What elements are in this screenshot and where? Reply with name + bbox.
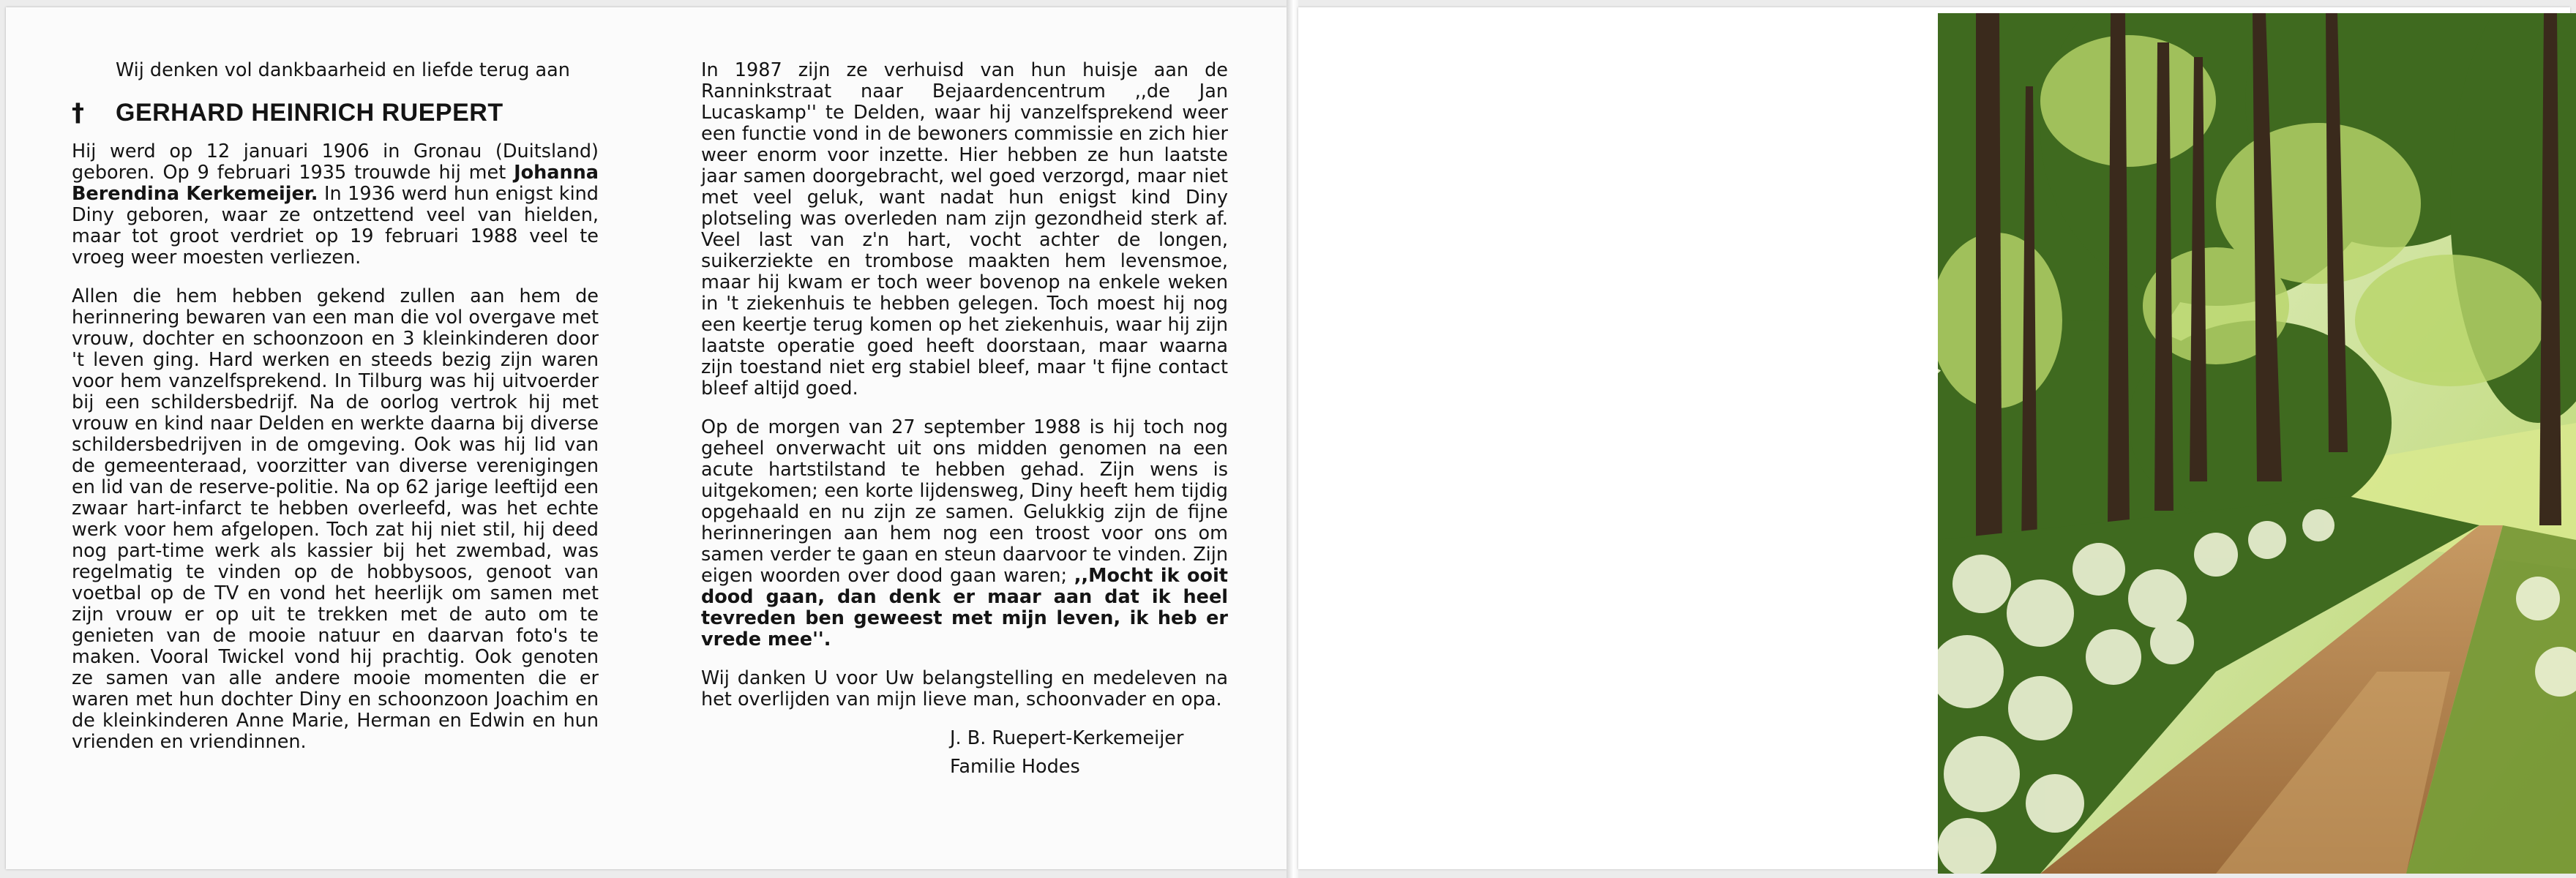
signature-family: Familie Hodes: [950, 756, 1080, 778]
paragraph: [701, 417, 1228, 650]
cross-icon: †: [72, 98, 84, 127]
deceased-name: GERHARD HEINRICH RUEPERT: [116, 98, 503, 127]
left-text-column: [72, 60, 599, 770]
bold-text: Johanna Berendina Kerkemeijer.: [72, 162, 599, 205]
forest-path-image: [1938, 13, 2576, 874]
text-segment: Allen die hem hebben gekend zullen aan hem de herinnering bewaren van een man die vol overgave met vrouw, dochter en schoonzoon en 3 kleinkinderen door 't leven ging. Hard werken en steeds bezig zijn waren voor hem vanzelfsprekend. In Tilburg was hij uitvoerder bij een schildersbedrijf. Na de oorlog vertrok hij met vrouw en kind naar Delden en werkte daarna bij diverse schildersbedrijven in de omgeving. Ook was hij lid van de gemeenteraad, voorzitter van diverse verenigingen en lid van de reserve-politie. Na op 62 jarige leeftijd een zwaar hart-infarct te hebben overleefd, was het echte werk voor hem afgelopen. Toch zat hij niet stil, hij deed nog part-time werk als kassier bij het zwembad, was regelmatig te vinden op de hobbysoos, genoot van voetbal op de TV en vond het heerlijk om samen met zijn vrouw er op uit te trekken met de auto om te genieten van de mooie natuur en daarvan foto's te maken. Vooral Twickel vond hij prachtig. Ook genoten ze samen van alle andere mooie momenten die er waren met hun dochter Diny en schoonzoon Joachim en de kleinkinderen Anne Marie, Herman en Edwin en hun vrienden en vriendinnen.: [72, 285, 599, 753]
forest-path-photo: [1938, 13, 2576, 874]
name-heading: [72, 100, 599, 125]
paragraph: [72, 141, 599, 269]
text-segment: In 1987 zijn ze verhuisd van hun huisje aan de Ranninkstraat naar Bejaardencentrum ,,de Jan Lucaskamp'' te Delden, waar hij vanzelfsprekend weer een functie vond in de bewoners commissie en zich hier weer enorm voor inzette. Hier hebben ze hun laatste jaar samen doorgebracht, wel goed verzorgd, maar niet met veel geluk, want nadat hun enigst kind Diny plotseling was overleden nam zijn gezondheid sterk af. Veel last van z'n hart, vocht achter de longen, suikerziekte en trombose maakten hem levensmoe, maar hij kwam er toch weer bovenop na enkele weken in 't ziekenhuis te hebben gelegen. Toch moest hij nog een keertje terug komen op het ziekenhuis, waar hij zijn laatste operatie goed heeft doorstaan, maar waarna zijn toestand niet erg stabiel bleef, maar 't fijne contact bleef altijd goed.: [701, 59, 1228, 399]
intro-line: Wij denken vol dankbaarheid en liefde terug aan: [116, 59, 570, 81]
left-paragraphs: [72, 141, 599, 753]
card-fold: [1287, 0, 1298, 878]
paragraph: [72, 286, 599, 753]
memorial-card-inner-page: [6, 7, 1287, 869]
paragraph: [701, 668, 1228, 710]
text-segment: Wij danken U voor Uw belangstelling en medeleven na het overlijden van mijn lieve man, schoonvader en opa.: [701, 667, 1228, 710]
right-paragraphs: [701, 60, 1228, 710]
signature-name: J. B. Ruepert-Kerkemeijer: [950, 727, 1184, 749]
text-segment: Hij werd op 12 januari 1906 in Gronau (Duitsland) geboren. Op 9 februari 1935 trouwde hij met: [72, 140, 599, 184]
bold-text: ,,Mocht ik ooit dood gaan, dan denk er maar aan dat ik heel tevreden ben geweest met mijn leven, ik heb er vrede mee''.: [701, 565, 1228, 650]
paragraph: [701, 60, 1228, 399]
right-text-column: [701, 60, 1228, 785]
text-segment: Op de morgen van 27 september 1988 is hij toch nog geheel onverwacht uit ons midden genomen na een acute hartstilstand te hebben gehad. Zijn wens is uitgekomen; een korte lijdensweg, Diny heeft hem tijdig opgehaald en nu zijn ze samen. Gelukkig zijn de fijne herinneringen aan hem nog een troost voor ons om samen verder te gaan en steun daarvoor te vinden. Zijn eigen woorden over dood gaan waren;: [701, 416, 1228, 587]
signature-block: [950, 728, 1228, 778]
text-segment: In 1936 werd hun enigst kind Diny geboren, waar ze ontzettend veel van hielden, maar tot groot verdriet op 19 februari 1988 veel te vroeg weer moesten verliezen.: [72, 183, 599, 269]
